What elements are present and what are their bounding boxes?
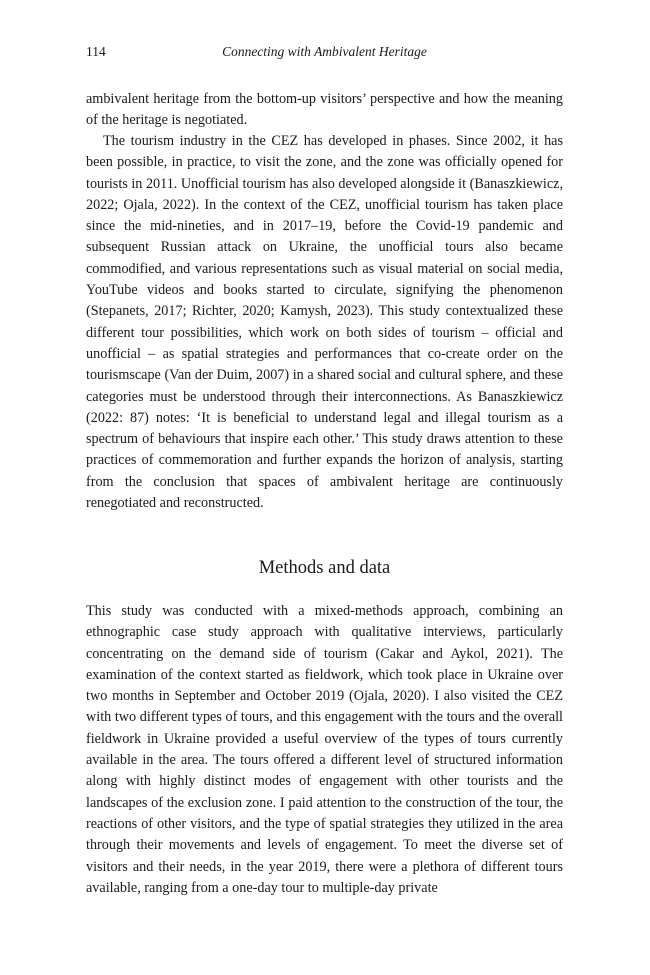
section-heading: Methods and data [258, 558, 391, 578]
paragraph-continuation: ambivalent heritage from the bottom-up visitors’ perspective and how the meaning of the heritage is negotiated. [86, 91, 563, 129]
running-head [86, 44, 563, 64]
paragraph-methods: This study was conducted with a mixed-methods approach, combining an ethnographic case study approach with qualitative interviews, particularly concentrating on the demand side of tourism (Cakar and Aykol, 2021). The examination of the context started as fieldwork, which took place in Ukraine over two months in September and October 2019 (Ojala, 2020). I also visited the CEZ with two different types of tours, and this engagement with the tours and the overall fieldwork in Ukraine provided a useful overview of the types of tours currently available in the area. The tours offered a different level of structured information along with highly distinct modes of engagement with other tourists and the landscapes of the exclusion zone. I paid attention to the construction of the tour, the reactions of other visitors, and the type of spatial strategies they utilized in the area through their movements and levels of engagement. To meet the diverse set of visitors and their needs, in the year 2019, there were a plethora of different tours available, ranging from a one-day tour to multiple-day private [86, 603, 563, 896]
page-number: 114 [86, 44, 106, 59]
running-title: Connecting with Ambivalent Heritage [222, 44, 427, 59]
paragraph-tourism-phases: The tourism industry in the CEZ has developed in phases. Since 2002, it has been possible, in practice, to visit the zone, and the zone was officially opened for tourists in 2011. Unofficial tourism has also developed alongside it (Banaszkiewicz, 2022; Ojala, 2022). In the context of the CEZ, unofficial tourism has taken place since the mid-nineties, and in 2017–19, before the Covid-19 pandemic and subsequent Russian attack on Ukraine, the unofficial tours also became commodified, and various representations such as visual material on social media, YouTube videos and books started to circulate, signifying the phenomenon (Stepanets, 2017; Richter, 2020; Kamysh, 2023). This study contextualized these different tour possibilities, which work on both sides of tourism – official and unofficial – as spatial strategies and performances that co-create order on the tourismscape (Van der Duim, 2007) in a shared social and cultural sphere, and these categories must be understood through their interconnections. As Banaszkiewicz (2022: 87) notes: ‘It is beneficial to understand legal and illegal tourism as a spectrum of behaviours that inspire each other.’ This study draws attention to these practices of commemoration and further expands the horizon of analysis, starting from the conclusion that spaces of ambivalent heritage are continuously renegotiated and reconstructed. [86, 133, 563, 512]
